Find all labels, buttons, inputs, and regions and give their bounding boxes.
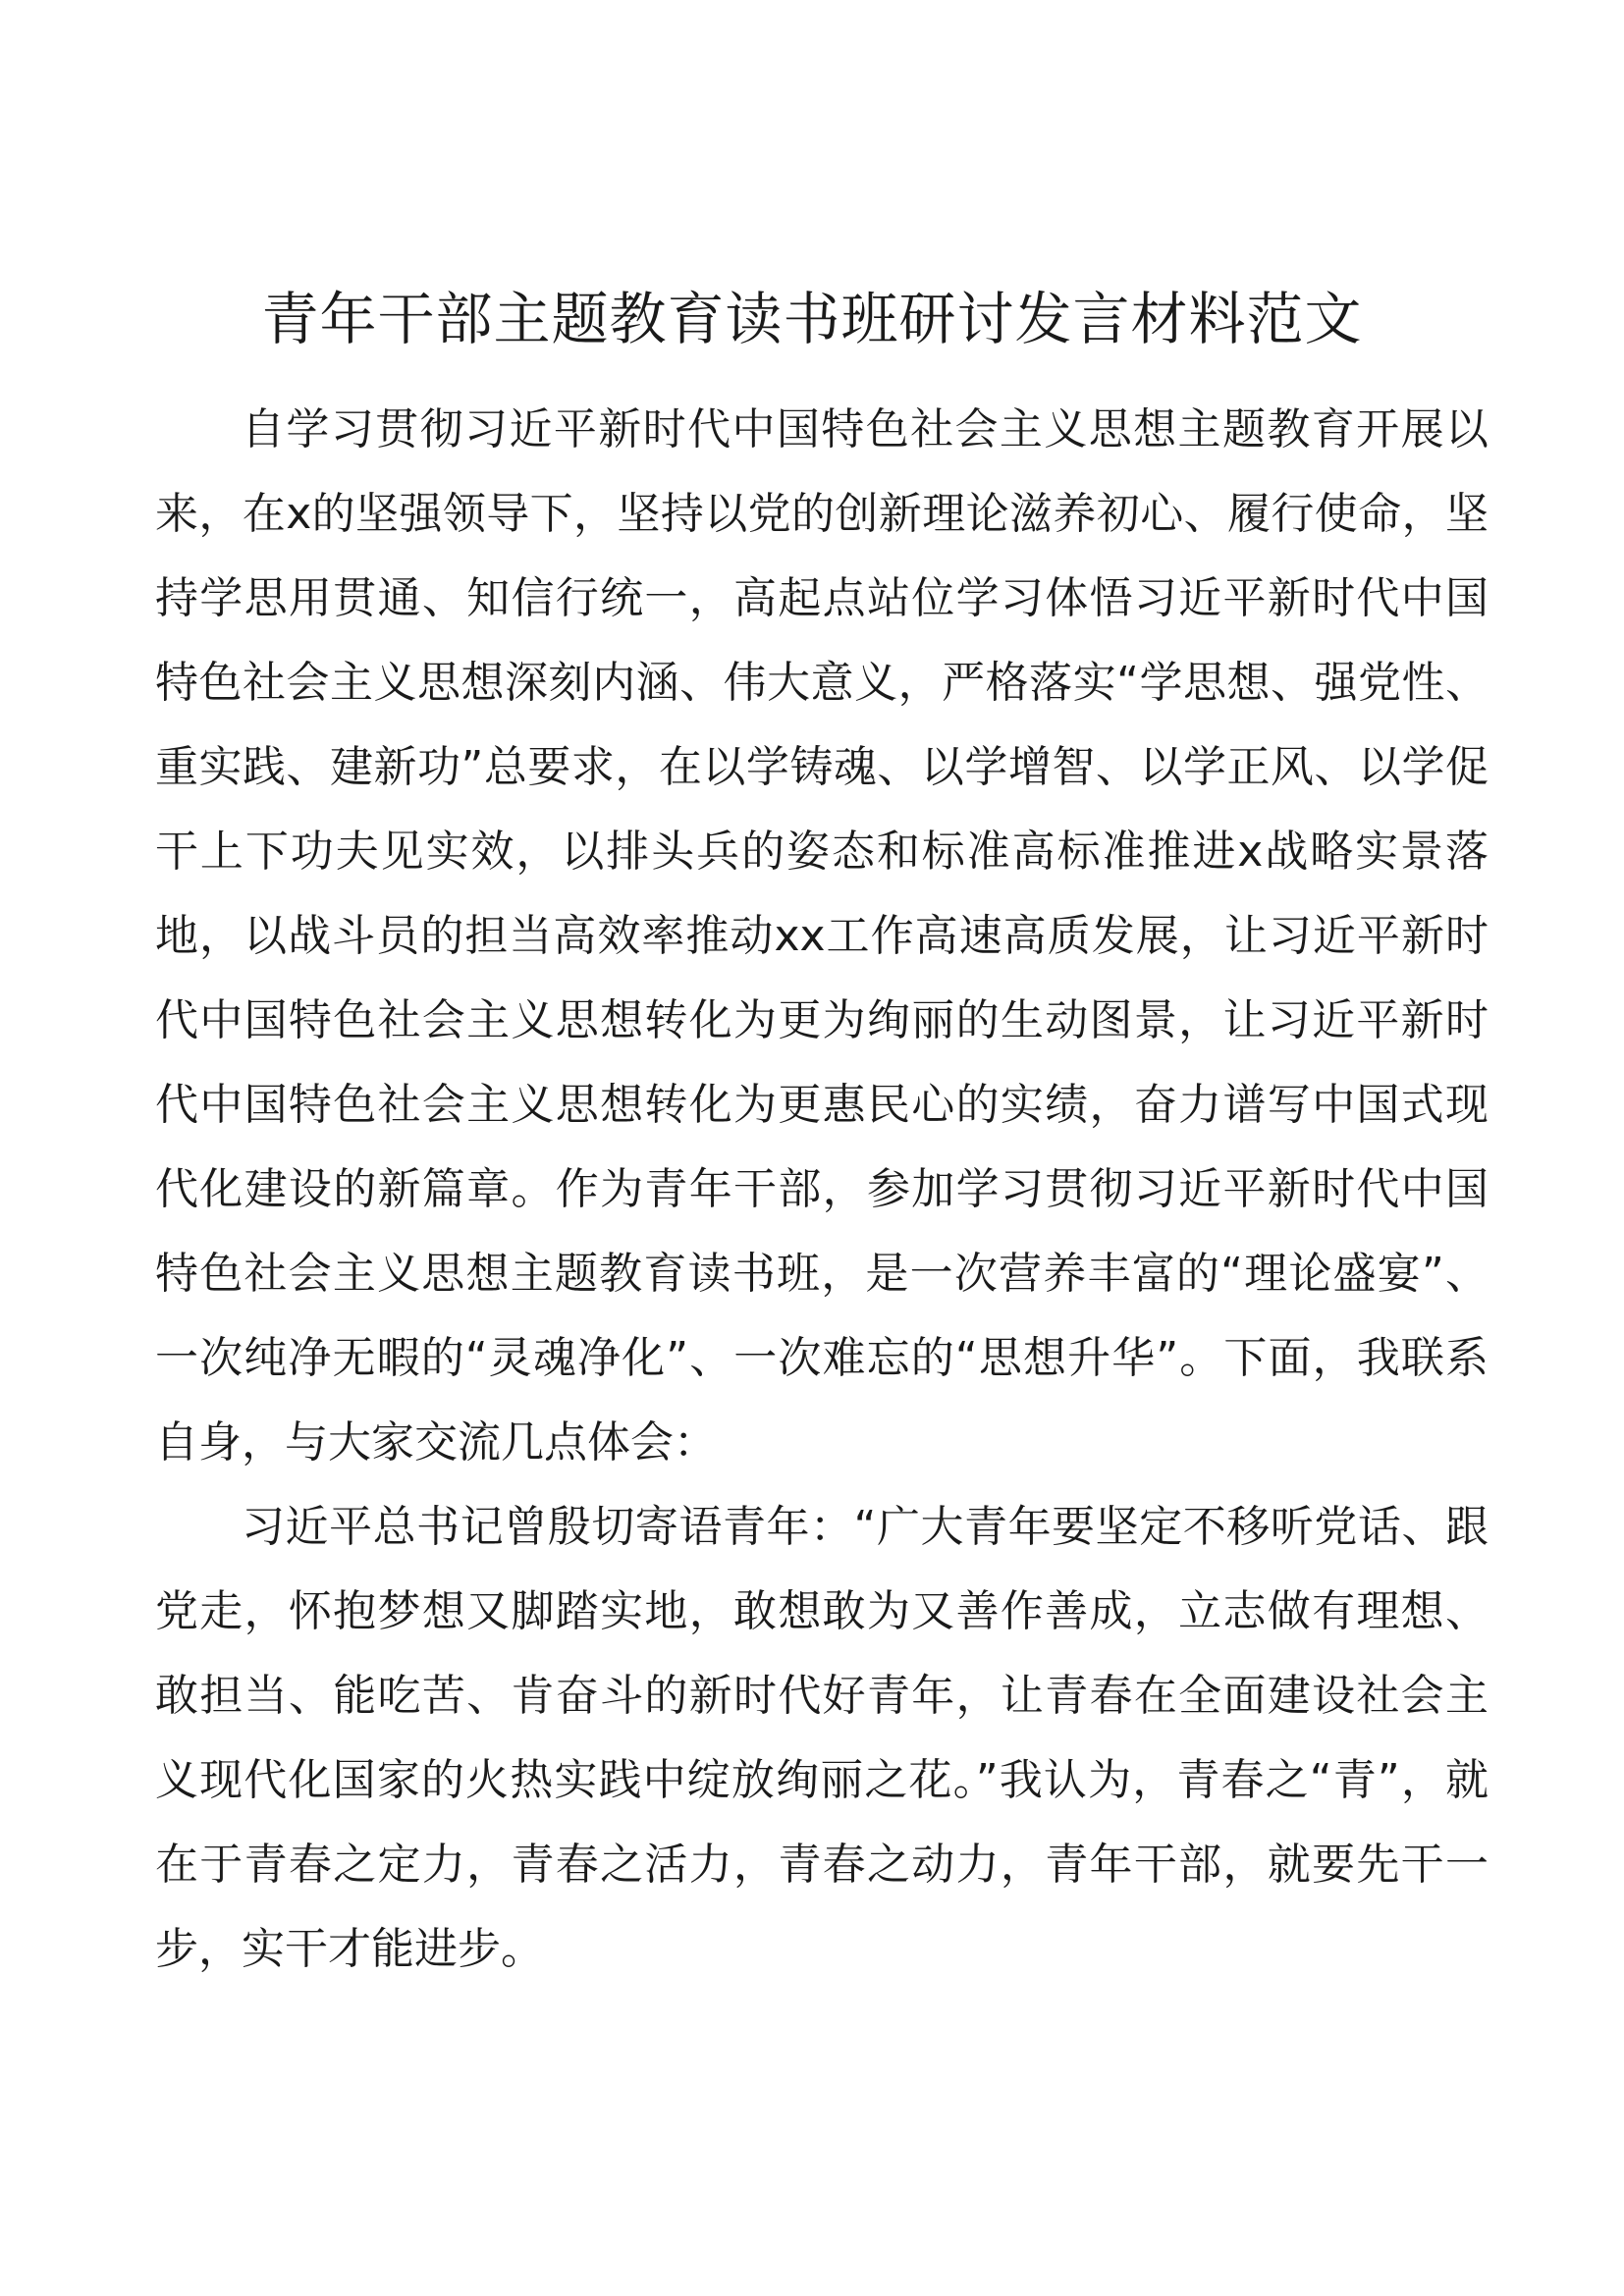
document-body — [155, 388, 1489, 1992]
paragraph-1: 自学习贯彻习近平新时代中国特色社会主义思想主题教育开展以来，在x的坚强领导下，坚持以党的创新理论滋养初心、履行使命，坚持学思用贯通、知信行统一，高起点站位学习体悟习近平新时代中国特色社会主义思想深刻内涵、伟大意义，严格落实“学思想、强党性、重实践、建新功”总要求，在以学铸魂、以学增智、以学正风、以学促干上下功夫见实效，以排头兵的姿态和标准高标准推进x战略实景落地，以战斗员的担当高效率推动xx工作高速高质发展，让习近平新时代中国特色社会主义思想转化为更为绚丽的生动图景，让习近平新时代中国特色社会主义思想转化为更惠民心的实绩，奋力谱写中国式现代化建设的新篇章。作为青年干部，参加学习贯彻习近平新时代中国特色社会主义思想主题教育读书班，是一次营养丰富的“理论盛宴”、一次纯净无暇的“灵魂净化”、一次难忘的“思想升华”。下面，我联系自身，与大家交流几点体会： — [155, 404, 1489, 1468]
paragraph-2: 习近平总书记曾殷切寄语青年：“广大青年要坚定不移听党话、跟党走，怀抱梦想又脚踏实地，敢想敢为又善作善成，立志做有理想、敢担当、能吃苦、肯奋斗的新时代好青年，让青春在全面建设社会主义现代化国家的火热实践中绽放绚丽之花。”我认为，青春之“青”，就在于青春之定力，青春之活力，青春之动力，青年干部，就要先干一步，实干才能进步。 — [155, 1502, 1489, 1974]
document-title: 青年干部主题教育读书班研讨发言材料范文 — [261, 286, 1363, 352]
